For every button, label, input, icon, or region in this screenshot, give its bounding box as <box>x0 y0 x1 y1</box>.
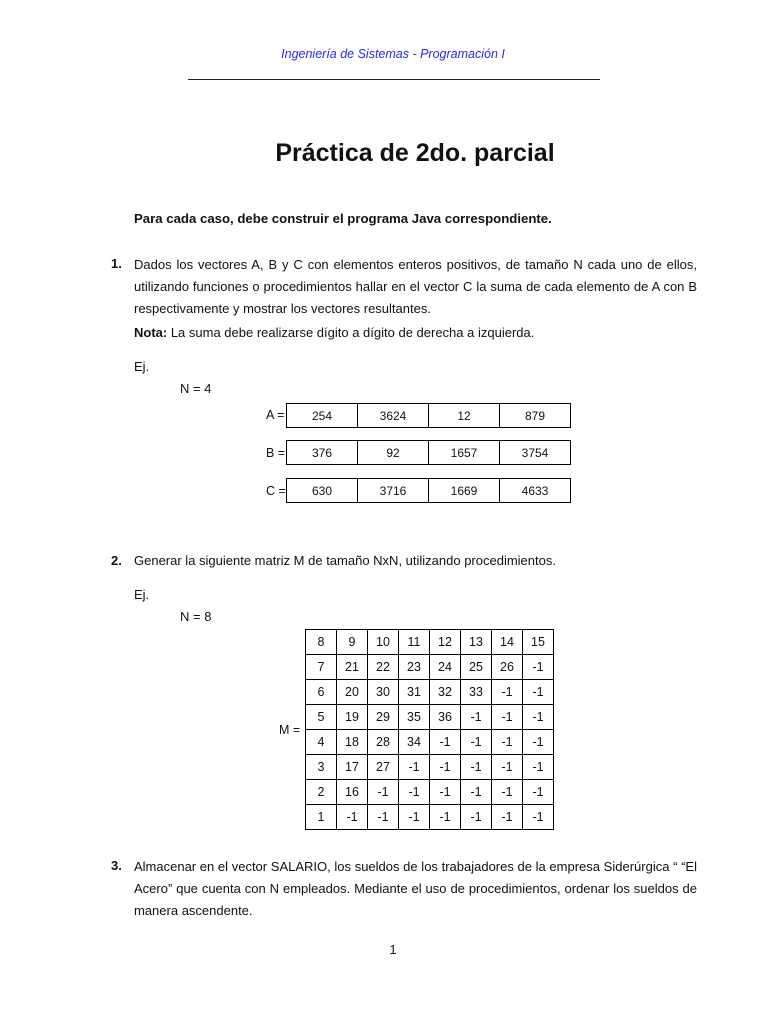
matrix-row <box>306 805 554 830</box>
matrix-row <box>306 655 554 680</box>
matrix-row <box>306 730 554 755</box>
matrix-cell: 7 <box>306 655 337 680</box>
matrix-cell: -1 <box>399 780 430 805</box>
note-label: Nota: <box>134 325 168 340</box>
exercise-1-note <box>134 325 534 340</box>
matrix-cell: 35 <box>399 705 430 730</box>
matrix-cell: 4 <box>306 730 337 755</box>
matrix-cell: -1 <box>523 755 554 780</box>
exercise-1-example-label: Ej. <box>134 359 150 374</box>
matrix-cell: 28 <box>368 730 399 755</box>
vector-c-label: C = <box>266 484 286 498</box>
matrix-cell: -1 <box>461 805 492 830</box>
matrix-cell: -1 <box>368 805 399 830</box>
matrix-cell: 10 <box>368 630 399 655</box>
exercise-3-number: 3. <box>111 858 122 873</box>
matrix-cell: 34 <box>399 730 430 755</box>
matrix-cell: 27 <box>368 755 399 780</box>
matrix-cell: -1 <box>399 755 430 780</box>
vector-a-cell: 879 <box>500 404 571 428</box>
matrix-cell: -1 <box>492 805 523 830</box>
vector-c-cell: 3716 <box>358 479 429 503</box>
exercise-3-text: Almacenar en el vector SALARIO, los sueldos de los trabajadores de la empresa Siderúrgica “ “El Acero” que cuenta con N empleados. Mediante el uso de procedimientos, ordenar los sueldos de manera ascendente. <box>134 859 697 918</box>
matrix-row <box>306 705 554 730</box>
matrix-cell: -1 <box>523 655 554 680</box>
matrix-cell: -1 <box>492 755 523 780</box>
matrix-cell: -1 <box>492 680 523 705</box>
matrix-cell: 13 <box>461 630 492 655</box>
matrix-cell: 31 <box>399 680 430 705</box>
matrix-row <box>306 680 554 705</box>
matrix-cell: 25 <box>461 655 492 680</box>
matrix-cell: -1 <box>523 780 554 805</box>
matrix-cell: -1 <box>523 730 554 755</box>
matrix-cell: -1 <box>492 705 523 730</box>
matrix-cell: 9 <box>337 630 368 655</box>
matrix-cell: 17 <box>337 755 368 780</box>
vector-c-cell: 4633 <box>500 479 571 503</box>
exercise-1-number: 1. <box>111 256 122 271</box>
matrix-cell: -1 <box>399 805 430 830</box>
matrix-cell: 32 <box>430 680 461 705</box>
vector-b-cell: 92 <box>358 441 429 465</box>
matrix-cell: 14 <box>492 630 523 655</box>
vector-c-cell: 630 <box>287 479 358 503</box>
matrix-cell: 21 <box>337 655 368 680</box>
matrix-cell: -1 <box>461 755 492 780</box>
exercise-1-text: Dados los vectores A, B y C con elementos enteros positivos, de tamaño N cada uno de ellos, utilizando funciones o procedimientos hallar en el vector C la suma de cada elemento de A con B respectivamente y mostrar los vectores resultantes. <box>134 257 697 316</box>
matrix-cell: -1 <box>523 705 554 730</box>
vector-c-cell: 1669 <box>429 479 500 503</box>
vector-a-cell: 12 <box>429 404 500 428</box>
matrix-cell: 1 <box>306 805 337 830</box>
matrix-cell: 29 <box>368 705 399 730</box>
vector-a-cell: 254 <box>287 404 358 428</box>
matrix-label: M = <box>279 723 301 737</box>
matrix-cell: 33 <box>461 680 492 705</box>
matrix-cell: 6 <box>306 680 337 705</box>
matrix-cell: 20 <box>337 680 368 705</box>
matrix-cell: -1 <box>430 730 461 755</box>
vector-c-table <box>286 478 571 503</box>
exercise-1-n-value: N = 4 <box>180 381 212 396</box>
matrix-cell: -1 <box>492 730 523 755</box>
matrix-cell: 8 <box>306 630 337 655</box>
vector-a-cell: 3624 <box>358 404 429 428</box>
matrix-cell: -1 <box>461 730 492 755</box>
matrix-cell: 12 <box>430 630 461 655</box>
matrix-cell: -1 <box>523 805 554 830</box>
header-divider <box>188 79 600 80</box>
matrix-row <box>306 755 554 780</box>
matrix-cell: 5 <box>306 705 337 730</box>
matrix-cell: -1 <box>461 705 492 730</box>
matrix-cell: -1 <box>430 755 461 780</box>
matrix-cell: 2 <box>306 780 337 805</box>
matrix-cell: 26 <box>492 655 523 680</box>
matrix-cell: -1 <box>430 780 461 805</box>
vector-b-cell: 376 <box>287 441 358 465</box>
matrix-row <box>306 780 554 805</box>
vector-b-cell: 1657 <box>429 441 500 465</box>
matrix-cell: -1 <box>337 805 368 830</box>
vector-b-cell: 3754 <box>500 441 571 465</box>
matrix-cell: 30 <box>368 680 399 705</box>
matrix-table <box>305 629 554 830</box>
matrix-cell: 11 <box>399 630 430 655</box>
matrix-cell: 18 <box>337 730 368 755</box>
matrix-cell: 3 <box>306 755 337 780</box>
matrix-row <box>306 630 554 655</box>
vector-a-label: A = <box>266 408 285 422</box>
matrix-cell: 15 <box>523 630 554 655</box>
exercise-2-text: Generar la siguiente matriz M de tamaño NxN, utilizando procedimientos. <box>134 553 556 568</box>
matrix-cell: 19 <box>337 705 368 730</box>
exercise-2-example-label: Ej. <box>134 587 150 602</box>
vector-b-table <box>286 440 571 465</box>
matrix-cell: 36 <box>430 705 461 730</box>
vector-b-label: B = <box>266 446 286 460</box>
matrix-cell: -1 <box>430 805 461 830</box>
matrix-cell: -1 <box>492 780 523 805</box>
note-text: La suma debe realizarse dígito a dígito de derecha a izquierda. <box>167 325 535 340</box>
header-title: Ingeniería de Sistemas - Programación I <box>281 47 505 61</box>
matrix-cell: -1 <box>523 680 554 705</box>
exercise-2-n-value: N = 8 <box>180 609 212 624</box>
intro-text: Para cada caso, debe construir el programa Java correspondiente. <box>134 211 552 226</box>
matrix-cell: 23 <box>399 655 430 680</box>
vector-a-table <box>286 403 571 428</box>
page-number: 1 <box>389 942 397 957</box>
matrix-cell: 22 <box>368 655 399 680</box>
exercise-2-number: 2. <box>111 553 122 568</box>
matrix-cell: 16 <box>337 780 368 805</box>
matrix-cell: 24 <box>430 655 461 680</box>
page-title: Práctica de 2do. parcial <box>275 139 555 167</box>
matrix-cell: -1 <box>368 780 399 805</box>
matrix-cell: -1 <box>461 780 492 805</box>
